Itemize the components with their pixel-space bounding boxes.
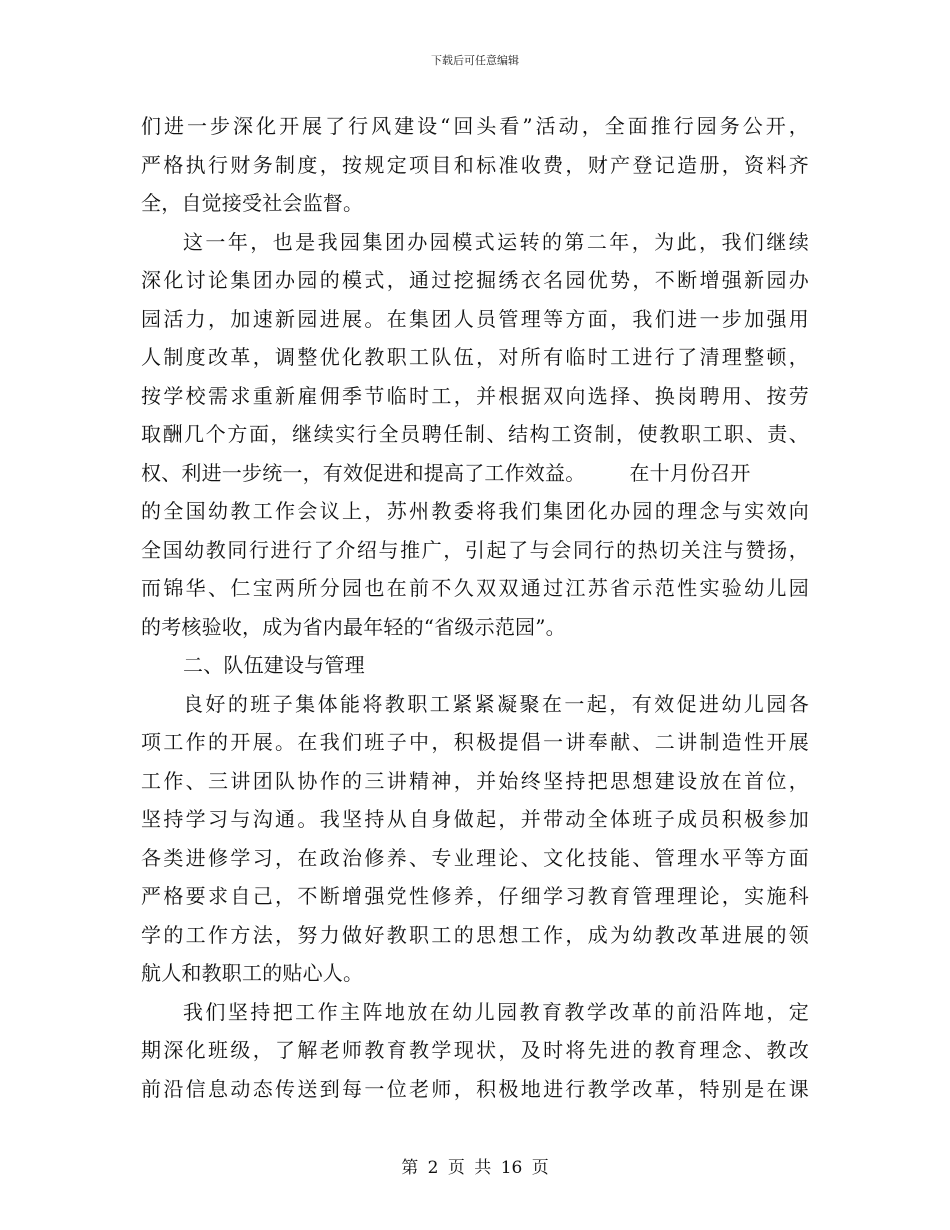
body-line-segment: 在十月份召开 xyxy=(629,460,751,485)
body-line: 按学校需求重新雇佣季节临时工，并根据双向选择、换岗聘用、按劳 xyxy=(141,383,809,408)
body-line: 而锦华、仁宝两所分园也在前不久双双通过江苏省示范性实验幼儿园 xyxy=(141,576,809,600)
body-line: 我们坚持把工作主阵地放在幼儿园教育教学改革的前沿阵地，定 xyxy=(183,999,809,1024)
section-heading: 二、队伍建设与管理 xyxy=(183,653,365,677)
body-line: 的考核验收，成为省内最年轻的“省级示范园”。 xyxy=(141,614,566,639)
body-line: 全，自觉接受社会监督。 xyxy=(141,191,364,215)
body-line: 严格执行财务制度，按规定项目和标准收费，财产登记造册，资料齐 xyxy=(141,152,809,177)
body-line: 坚持学习与沟通。我坚持从自身做起，并带动全体班子成员积极参加 xyxy=(141,807,809,831)
body-line: 工作、三讲团队协作的三讲精神，并始终坚持把思想建设放在首位， xyxy=(141,768,809,793)
body-line-mixed xyxy=(141,454,809,493)
body-line: 全国幼教同行进行了介绍与推广，引起了与会同行的热切关注与赞扬， xyxy=(141,537,809,562)
body-line: 的全国幼教工作会议上，苏州教委将我们集团化办园的理念与实效向 xyxy=(141,499,809,523)
body-line: 严格要求自己，不断增强党性修养，仔细学习教育管理理论，实施科 xyxy=(141,884,809,908)
page-number-footer: 第 2 页 共 16 页 xyxy=(401,1158,549,1178)
body-line: 学的工作方法，努力做好教职工的思想工作，成为幼教改革进展的领 xyxy=(141,922,809,947)
body-line: 们进一步深化开展了行风建设“回头看”活动，全面推行园务公开， xyxy=(141,114,809,138)
body-line: 人制度改革，调整优化教职工队伍，对所有临时工进行了清理整顿， xyxy=(141,345,809,369)
body-line: 航人和教职工的贴心人。 xyxy=(141,961,364,985)
body-line: 良好的班子集体能将教职工紧紧凝聚在一起，有效促进幼儿园各 xyxy=(183,691,809,716)
body-line: 前沿信息动态传送到每一位老师，积极地进行教学改革，特别是在课 xyxy=(141,1076,809,1101)
body-line: 园活力，加速新园进展。在集团人员管理等方面，我们进一步加强用 xyxy=(141,306,809,331)
body-line-segment: 权、利进一步统一，有效促进和提高了工作效益。 xyxy=(141,460,586,485)
body-line: 这一年，也是我园集团办园模式运转的第二年，为此，我们继续 xyxy=(183,229,809,254)
body-line: 项工作的开展。在我们班子中，积极提倡一讲奉献、二讲制造性开展 xyxy=(141,730,809,754)
body-line: 期深化班级，了解老师教育教学现状，及时将先进的教育理念、教改 xyxy=(141,1038,809,1062)
document-body xyxy=(141,107,809,1108)
body-line: 深化讨论集团办园的模式，通过挖掘绣衣名园优势，不断增强新园办 xyxy=(141,268,809,292)
page-header: 下载后可任意编辑 xyxy=(431,54,519,67)
body-line: 取酬几个方面，继续实行全员聘任制、结构工资制，使教职工职、责、 xyxy=(141,422,809,446)
body-line: 各类进修学习，在政治修养、专业理论、文化技能、管理水平等方面 xyxy=(141,845,809,870)
